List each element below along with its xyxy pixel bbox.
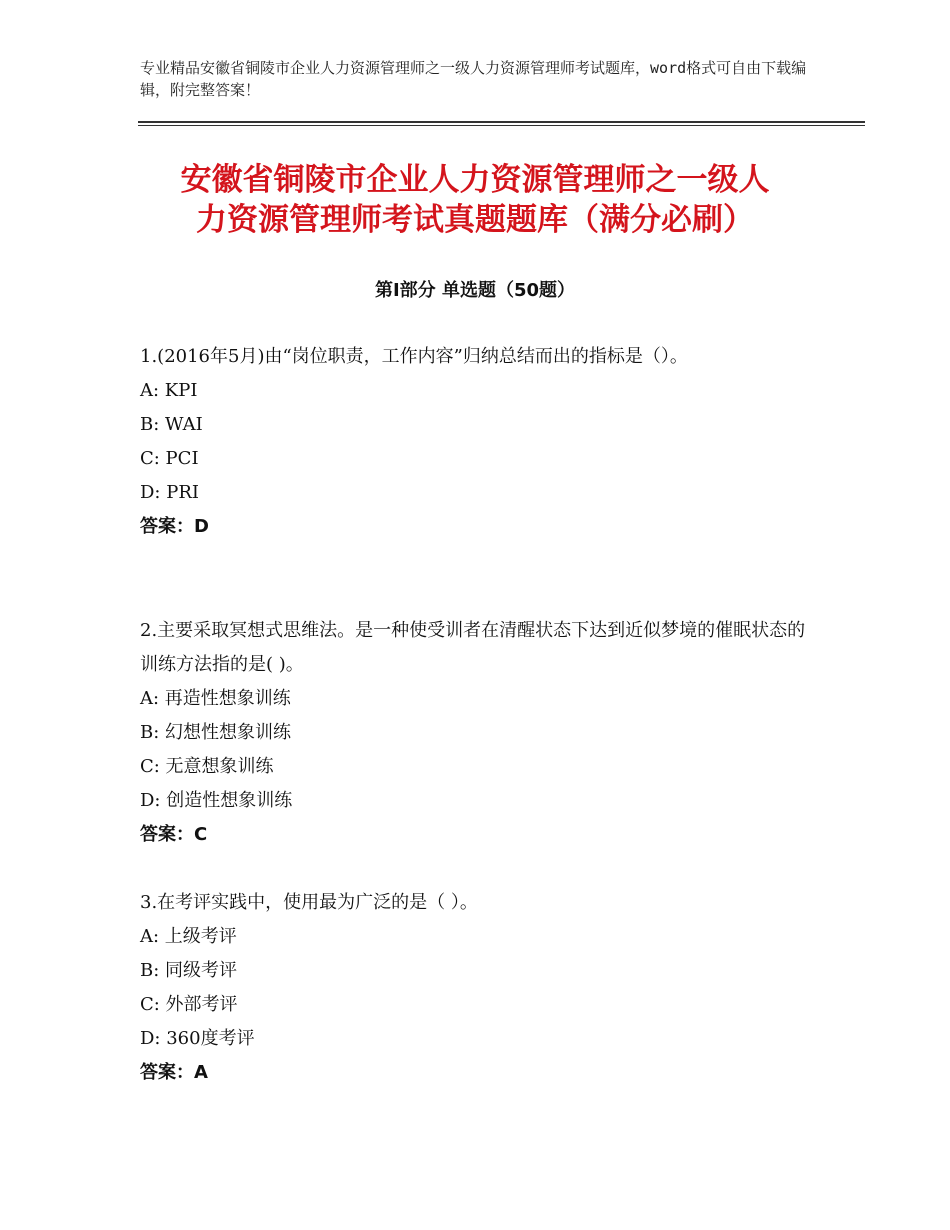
option-a: A: 上级考评 (140, 926, 237, 947)
header-divider (138, 121, 865, 123)
option-a: A: KPI (140, 380, 198, 401)
question-stem: 2.主要采取冥想式思维法。是一种使受训者在清醒状态下达到近似梦境的催眠状态的训练方法指的是( )。 (140, 620, 806, 675)
option-c: C: PCI (140, 448, 199, 469)
title-line-1: 安徽省铜陵市企业人力资源管理师之一级人 (180, 162, 770, 198)
question-stem: 3.在考评实践中，使用最为广泛的是（ ）。 (140, 892, 478, 913)
answer: 答案：D (140, 516, 209, 537)
document-title (130, 160, 820, 240)
option-a: A: 再造性想象训练 (140, 688, 291, 709)
option-b: B: 同级考评 (140, 960, 238, 981)
option-d: D: 创造性想象训练 (140, 790, 293, 811)
title-line-2: 力资源管理师考试真题题库（满分必刷） (196, 202, 754, 238)
header-divider-thin (138, 125, 865, 126)
answer: 答案：C (140, 824, 208, 845)
question-stem: 1.(2016年5月)由“岗位职责，工作内容”归纳总结而出的指标是（）。 (140, 346, 688, 367)
option-c: C: 无意想象训练 (140, 756, 274, 777)
option-c: C: 外部考评 (140, 994, 238, 1015)
question-3 (140, 886, 810, 1090)
option-b: B: 幻想性想象训练 (140, 722, 292, 743)
question-1 (140, 340, 810, 544)
question-2 (140, 614, 810, 852)
section-heading: 第Ⅰ部分 单选题（50题） (374, 280, 575, 301)
answer: 答案：A (140, 1062, 208, 1083)
option-b: B: WAI (140, 414, 203, 435)
header-note: 专业精品安徽省铜陵市企业人力资源管理师之一级人力资源管理师考试题库，word格式可自由下载编辑，附完整答案！ (140, 59, 807, 99)
option-d: D: PRI (140, 482, 199, 503)
option-d: D: 360度考评 (140, 1028, 255, 1049)
